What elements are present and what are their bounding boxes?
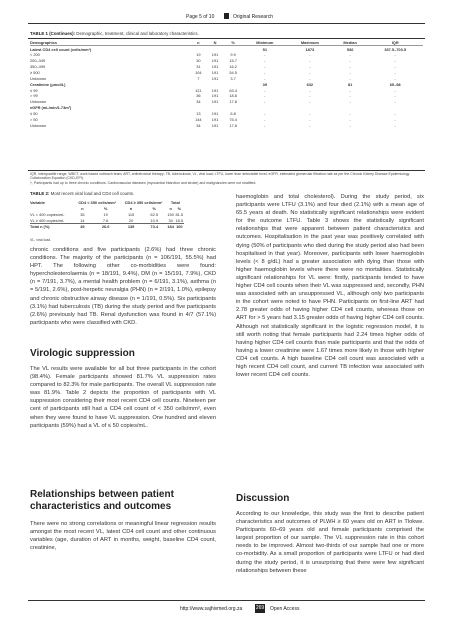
table-cell: Unknown <box>30 99 47 105</box>
left-paragraph-1: chronic conditions and five participants (2.6%) had three chronic conditions. The majority of the participants (n = 106/191, 55.5%) had HPT. The following other co-morbidities were found: hypercholesterolaemia (n = 18/191, 9.4%), DM (n = 15/191, 7.9%), CKD (n = 7/191, 3.7%), a mental health problem (n = 6/191, 3.1%), asthma (n = 5/191, 2.6%), post-herpetic neuralgia (PHN) (n = 2/191, 1.0%), epilepsy and chronic obstructive airway disease (n = 1/191, 0.5%). Six participants (3.1%) had tuberculosis (TB) during the study period and five participants (2.6%) previously had TB. Renal dysfunction was found in 4/7 (57.1%) participants who were classified with CKD. <box>30 247 216 326</box>
table-cell: > 50 <box>30 117 38 123</box>
left-column <box>30 246 216 327</box>
table-cell: 15.7 <box>229 58 237 64</box>
table-cell: - <box>264 52 266 58</box>
table-cell: - <box>264 87 266 93</box>
footer-page-number: 269 <box>255 605 265 611</box>
table-cell: - <box>349 99 351 105</box>
table2-sub-cell: % <box>177 206 182 212</box>
table1-note: IQR, interquartile range; WBCT, work based outreach team; ART, antiretroviral therapy; TB, tuberculosis; VL, viral load; LTFU, lower than detectable level; eGFR, estimated glomerular filtration rate as per the Chronic Kidney Disease Epidemiology Collaboration Equation (CKD-EPI). <box>30 172 410 181</box>
table-cell: 1873 <box>287 46 333 52</box>
table-cell: 6.8 <box>230 111 236 117</box>
table-cell: - <box>349 87 351 93</box>
table1-header-cell: N <box>213 40 217 46</box>
table-cell: Unknown <box>30 75 47 81</box>
table-cell: 9.9 <box>230 52 236 58</box>
table-row <box>30 122 423 128</box>
table1-bottom-rule <box>28 170 425 171</box>
table-cell: 34 <box>196 122 201 128</box>
table-cell: 135 <box>120 224 141 230</box>
table-cell: - <box>309 58 311 64</box>
table-cell: 191 <box>211 111 219 117</box>
table-cell: 20 <box>128 217 134 223</box>
table-cell: 26.6 <box>91 224 121 230</box>
table-cell: - <box>264 75 266 81</box>
table1-caption-label: TABLE 1 (Continues): <box>30 31 76 36</box>
table-cell: 36 <box>196 93 201 99</box>
table2-caption-label: TABLE 2: <box>30 191 50 196</box>
table-cell: 34 <box>196 99 201 105</box>
table-cell: - <box>394 58 396 64</box>
table-cell: 19 <box>103 212 108 218</box>
table-cell: - <box>349 64 351 69</box>
table-cell: - <box>394 111 396 117</box>
table-cell: eGFR (mL/min/1.73m²) <box>30 105 72 111</box>
header-square <box>224 13 229 19</box>
table-cell: 81.5 <box>175 212 184 218</box>
table-cell: < 200 <box>30 52 40 58</box>
right-paragraph-2: According to our knowledge, this study was the first to describe patient characteristics and outcomes of PLWH ≥ 60 years old on ART in Tlokwe. Participants 60–69 years old and female participants comprised the largest proportion of our sample. The VL suppression rate in this cohort needs to be improved. Almost two-thirds of our sample had one or more co-morbidity. As a small proportion of participants were LTFU or had died during the study period, it is unsurprising that there were few significant relationships between these <box>236 511 424 574</box>
table1-header-cell: % <box>231 40 235 46</box>
table1-header-cell: Demographics <box>30 40 58 46</box>
table-cell: - <box>394 64 396 69</box>
table-cell: 191 <box>211 122 219 128</box>
table2-total-row <box>30 224 184 230</box>
left-paragraph-3: There were no strong correlations or meaningful linear regression results amongst the most recent VL, latest CD4 cell count and other continuous variables (age, duration of ART in months, weight, baseline CD4 count, creatinine, <box>30 521 216 552</box>
header-rule <box>28 23 425 24</box>
table-cell: - <box>309 111 311 117</box>
table1-header-cell: Maximum <box>300 40 319 46</box>
table-cell: 200–349 <box>30 58 46 64</box>
table2-group-cell: CD4 ≥ 350 cells/mm³ <box>124 200 163 206</box>
table-cell: 191 <box>211 52 219 58</box>
table-cell: 35 <box>80 212 85 218</box>
journal-url[interactable]: http://www.sajhivmed.org.za <box>180 606 243 612</box>
right-column-2 <box>236 510 424 575</box>
table1-header-cell: IQR <box>391 40 399 46</box>
table-cell: - <box>349 75 351 81</box>
table2-caption <box>30 191 134 196</box>
table-cell: 191 <box>211 64 219 69</box>
table-cell: - <box>264 64 266 69</box>
table-cell: - <box>309 117 311 123</box>
table-cell: - <box>309 64 311 69</box>
table-cell: 19 <box>196 52 201 58</box>
table-cell: 14 <box>80 217 85 223</box>
table-cell: ≥ 500 <box>30 69 40 75</box>
table2-caption-text: Most recent viral load and CD4 cell counts. <box>50 191 135 196</box>
table-cell: - <box>264 93 266 99</box>
table-cell: - <box>349 58 351 64</box>
table-cell: 115 <box>127 212 135 218</box>
open-access-label: Open Access <box>270 606 300 612</box>
left-column-3 <box>30 520 216 552</box>
table-cell: 18.8 <box>229 93 237 99</box>
table-cell: VL < 400 copies/mL <box>30 212 65 218</box>
table-cell: 54.5 <box>229 69 237 75</box>
table-cell: - <box>264 58 266 64</box>
table-cell: Unknown <box>30 122 47 128</box>
table-cell: - <box>394 122 396 128</box>
table-cell: 3.7 <box>230 75 236 81</box>
table-cell: 81 <box>347 81 353 87</box>
table-cell: 150 <box>167 212 174 218</box>
table-cell: 75.4 <box>229 117 237 123</box>
table-cell: 30 <box>196 58 201 64</box>
table1-top-rule <box>28 38 425 39</box>
table-cell: Total n (%) <box>30 224 74 230</box>
table-cell: 191 <box>211 75 219 81</box>
table-cell: 144 <box>195 117 202 123</box>
table2-sub-cell: % <box>103 206 108 212</box>
heading-discussion: Discussion <box>236 493 290 504</box>
table-cell: - <box>394 117 396 123</box>
table-cell: 191 <box>211 117 219 123</box>
table-cell: 184 <box>167 224 174 230</box>
table2-group-cell: Total <box>170 200 180 206</box>
table-cell: 49 <box>74 224 91 230</box>
table-cell: - <box>309 87 311 93</box>
table-cell: VL ≥ 400 copies/mL <box>30 217 65 223</box>
table-cell: 191 <box>211 87 219 93</box>
table-cell: 7 <box>197 75 200 81</box>
table2-group-cell: CD4 < 350 cells/mm³ <box>78 200 117 206</box>
table-cell: - <box>349 111 351 117</box>
heading-virologic-suppression: Virologic suppression <box>30 348 135 359</box>
table-cell: - <box>394 87 396 93</box>
table-cell: 10.9 <box>150 217 158 223</box>
table-cell: 18.5 <box>175 217 184 223</box>
right-column <box>236 193 424 379</box>
page-number: Page 5 of 10 <box>186 14 215 20</box>
table2 <box>30 200 184 229</box>
table-cell: - <box>309 99 311 105</box>
table-cell: - <box>394 93 396 99</box>
table-cell: 191 <box>211 69 219 75</box>
table-cell: 63.4 <box>229 87 237 93</box>
table-cell: 191 <box>211 58 219 64</box>
table-cell: 17.8 <box>229 99 237 105</box>
table-cell: - <box>349 69 351 75</box>
table-cell: 350–499 <box>30 64 46 69</box>
table-cell: - <box>349 52 351 58</box>
table-cell: 7.6 <box>102 217 109 223</box>
table2-note: VL, viral load. <box>30 238 52 242</box>
table-cell: > 99 <box>30 93 38 99</box>
table-cell: 632 <box>306 81 314 87</box>
table2-sub-cell: n <box>129 206 133 212</box>
table-cell: - <box>309 69 311 75</box>
table-cell: 62.5 <box>150 212 158 218</box>
table-cell: 39 <box>262 81 267 87</box>
table-cell: - <box>394 52 396 58</box>
table-cell: 16.2 <box>229 64 237 69</box>
table-cell: - <box>264 69 266 75</box>
table-cell: - <box>309 122 311 128</box>
table-cell: 31 <box>196 64 201 69</box>
table-cell: - <box>309 52 311 58</box>
table-cell: 17.8 <box>229 122 237 128</box>
table1-caption-text: Demographic, treatment, clinical and laboratory characteristics. <box>76 31 199 36</box>
table-cell: 121 <box>195 87 202 93</box>
table-cell: 51 <box>243 46 287 52</box>
table-cell: 65–98 <box>389 81 401 87</box>
table2-group-cell: Variable <box>30 200 45 206</box>
table-cell: - <box>394 69 396 75</box>
table2-sub-cell: n <box>81 206 84 212</box>
heading-relationships: Relationships between patient characteristics and outcomes <box>30 489 174 512</box>
table1-header-cell: n <box>197 40 200 46</box>
table-cell: 34 <box>168 217 173 223</box>
table-cell: - <box>349 122 351 128</box>
table1-header-cell: Median <box>343 40 357 46</box>
table-cell: 337.5–703.5 <box>367 46 423 52</box>
table-cell: 13 <box>196 111 201 117</box>
table-cell: - <box>394 75 396 81</box>
table-cell: 100 <box>176 224 183 230</box>
table-cell: - <box>264 122 266 128</box>
table-cell: 191 <box>211 99 219 105</box>
table-cell: - <box>309 93 311 99</box>
table-cell: - <box>264 117 266 123</box>
table1-footnote: †, Participants had up to three chronic conditions. Cardiovascular diseases (myocardial infarction and stroke) and malignancies were not stratified. <box>30 181 257 185</box>
table-cell: - <box>349 93 351 99</box>
table-cell: Latest CD4 cell count (cells/mm³) <box>30 46 190 52</box>
footer-rule <box>28 600 425 601</box>
table-cell: - <box>349 117 351 123</box>
left-paragraph-2: The VL results were available for all but three participants in the cohort (98.4%). Female participants showed 81.7% VL suppression rates compared to 82.3% for male participants. The overall VL suppression rate was 81.9%. Table 2 depicts the proportion of participants with VL suppression considering their most recent CD4 cell counts. Nineteen per cent of participants still had a CD4 cell count of < 350 cells/mm³, even when they were found to have VL suppression. One hundred and eleven participants (59%) had a VL of ≤ 50 copies/mL. <box>30 366 216 429</box>
journal-section: Original Research <box>233 14 274 20</box>
table1 <box>30 40 423 128</box>
table-cell: ≤ 50 <box>30 111 38 117</box>
right-paragraph-1: haemoglobin and total cholesterol). During the study period, six participants were LTFU (3.1%) and four died (2.1%) with a mean age of 65.5 years at death. No statistically significant relationships were evident for the outcome LTFU. Table 3 shows the statistically significant relationships that were apparent between patient characteristics and outcomes. Hospitalisation in the past year was positively correlated with dying (50% of participants who died during the study period also had been hospitalised in that year). Moreover, participants with lower haemoglobin levels (< 8 g/dL) had a greater association with dying than those with higher haemoglobin levels where there were no mortalities. Statistically significant relationships for VL were: firstly, participants tended to have higher CD4 cell counts when their VL was suppressed and, secondly, PHN was associated with an unsuppressed VL, although only two participants in the cohort were noted to have PHN. Participants on first-line ART had 2.78 greater odds of having higher CD4 cell counts, whereas those on ART for > 5 years had 3.15 greater odds of having higher CD4 cell counts. Although not statistically significant in the logistic regression model, it is still worth noting that female participants had 2.24 times higher odds of having higher CD4 cell counts than male participants and that the odds of having a lower creatinine were 1.67 times more likely in those with higher CD4 cell counts. A high baseline CD4 cell count was associated with a high recent CD4 cell count, and current TB infection was associated with lower recent CD4 cell counts. <box>236 194 424 379</box>
table-cell: 104 <box>195 69 202 75</box>
table-cell: Creatinine (μmol/L) <box>30 81 66 87</box>
table1-header-cell: Minimum <box>256 40 274 46</box>
table-cell: - <box>264 99 266 105</box>
table-cell: 536 <box>333 46 367 52</box>
table-cell: 191 <box>211 93 219 99</box>
table-cell: - <box>264 111 266 117</box>
left-column-2 <box>30 365 216 430</box>
table-cell: - <box>309 75 311 81</box>
table-cell: 73.4 <box>142 224 167 230</box>
table1-caption <box>30 31 199 36</box>
table-cell: ≤ 99 <box>30 87 38 93</box>
table2-sub-cell: n <box>169 206 172 212</box>
table-cell: - <box>394 99 396 105</box>
table2-sub-cell: % <box>152 206 156 212</box>
